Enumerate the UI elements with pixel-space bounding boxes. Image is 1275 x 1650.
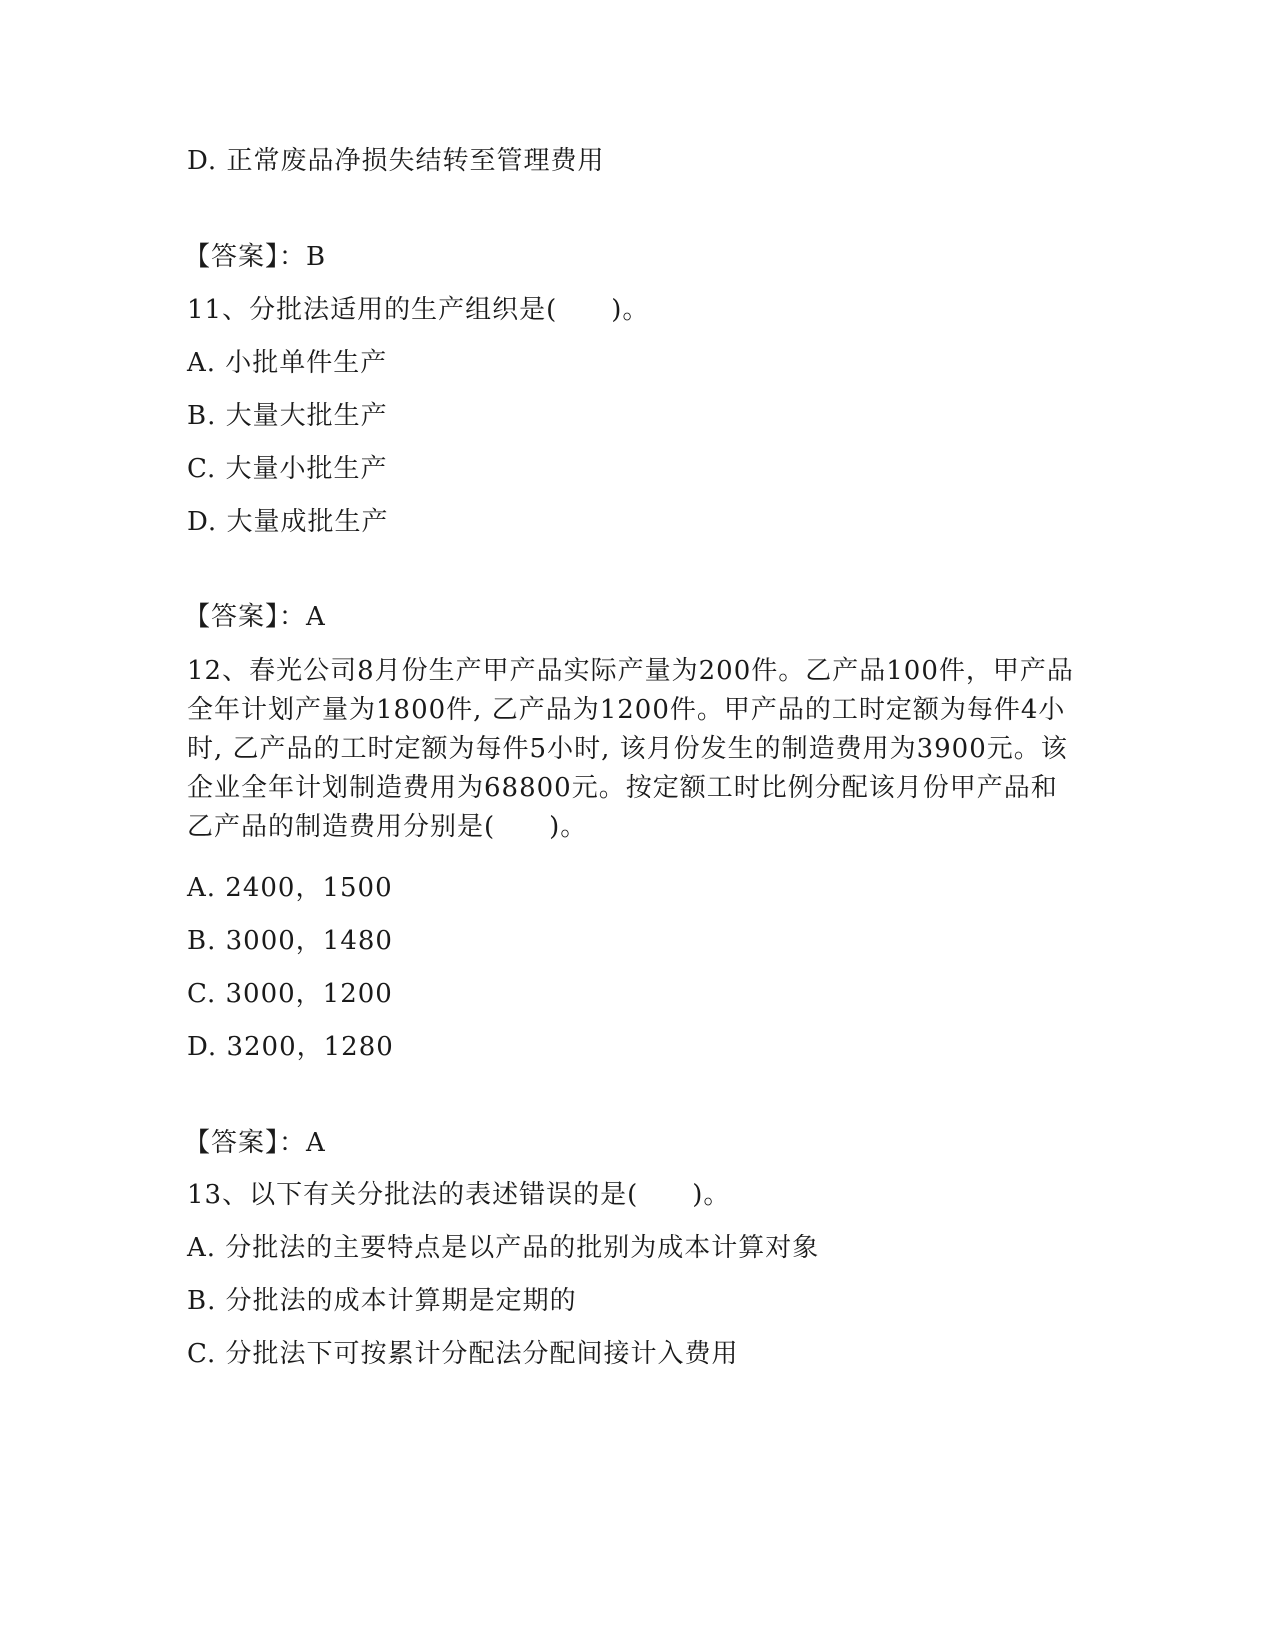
- q13-question: 13、以下有关分批法的表述错误的是( )。: [187, 1180, 731, 1210]
- q13-option-b: B. 分批法的成本计算期是定期的: [187, 1286, 577, 1316]
- q12-option-c: C. 3000，1200: [187, 979, 393, 1009]
- q11-option-b: B. 大量大批生产: [187, 401, 388, 431]
- q12-answer: 【答案】：A: [184, 1128, 326, 1158]
- q10-answer: 【答案】：B: [184, 242, 327, 272]
- q11-option-c: C. 大量小批生产: [187, 454, 388, 484]
- q11-option-a: A. 小批单件生产: [187, 348, 388, 378]
- q11-option-d: D. 大量成批生产: [187, 507, 389, 537]
- q10-option-d: D. 正常废品净损失结转至管理费用: [187, 146, 605, 176]
- q12-option-a: A. 2400，1500: [187, 873, 393, 903]
- q12-question: 12、春光公司8月份生产甲产品实际产量为200件。乙产品100件，甲产品全年计划产量为1800件, 乙产品为1200件。甲产品的工时定额为每件4小时, 乙产品的工时定额为每件5小时, 该月份发生的制造费用为3900元。该企业全年计划制造费用为68800元。按定额工时比例分配该月份甲产品和乙产品的制造费用分别是( )。: [187, 656, 1074, 842]
- q11-answer: 【答案】：A: [184, 602, 326, 632]
- q12-option-b: B. 3000，1480: [187, 926, 393, 956]
- q11-question: 11、分批法适用的生产组织是( )。: [187, 295, 650, 325]
- q13-option-c: C. 分批法下可按累计分配法分配间接计入费用: [187, 1339, 739, 1369]
- q12-option-d: D. 3200，1280: [187, 1032, 394, 1062]
- q13-option-a: A. 分批法的主要特点是以产品的批别为成本计算对象: [187, 1233, 820, 1263]
